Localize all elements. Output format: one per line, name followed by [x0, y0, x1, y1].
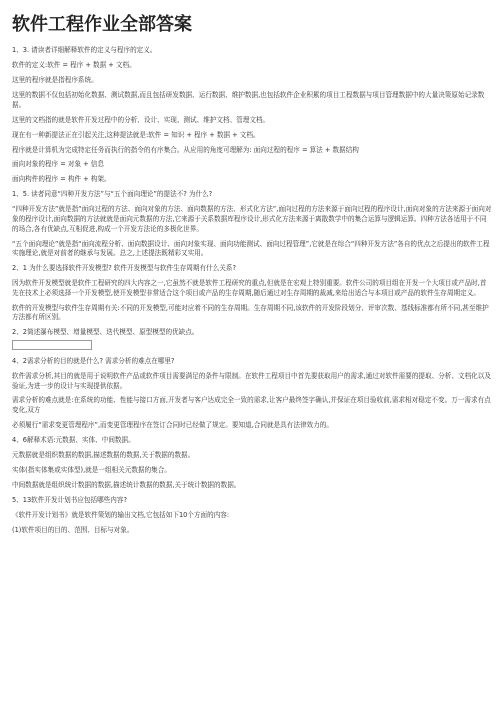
paragraph: “四种开发方法”就是指“面向过程的方法、面向对象的方法、面向数据的方法、形式化方法”,面向过程的方法来源于面向过程的程序设计,面向对象的方法来源于面向对象的程序设计,面向数据的方法就就是面向元数据的方法,它来源于关系数据库程序设计,形式化方法来源于离散数学中的集合运算与逻辑运算。四种方法各适用于不同的场合,各有优缺点,互相促进,构成一个开发方法论的多极化世界。 [12, 205, 492, 233]
paragraph: 中间数据就是组织统计数据的数据,描述统计数据的数据,关于统计数据的数据。 [12, 481, 241, 489]
paragraph: 实体(指实体集或实体型),就是一组相关元数据的集合。 [12, 466, 171, 475]
paragraph: 面向构件的程序 = 构件 + 构架。 [12, 175, 111, 184]
paragraph: 这里的程序就是指程序系统。 [12, 75, 98, 84]
paragraph: 《软件开发计划书》就是软件策划的输出文档,它包括如下10个方面的内容: [12, 510, 230, 519]
paragraph: “五个面向理论”就是指“面向流程分析、面向数据设计、面向对象实现、面向功能测试、面向过程管理”,它就是在综合“四种开发方法”各自的优点之后提出的软件工程实施理论,就是对前者的继承与发展。总之,上述提法既精彩又实用。 [12, 239, 490, 258]
paragraph: 这里的数据不仅包括初始化数据、测试数据,而且包括研发数据、运行数据、维护数据,也包括软件企业积累的项目工程数据与项目管理数据中的大量决策原始记录数据。 [12, 90, 485, 109]
question-1-3: 1、3. 请读者详细解释软件的定义与程序的定义。 [12, 46, 157, 54]
paragraph: 程序就是计算机为完成特定任务而执行的指令的有序集合。从应用的角度可理解为: 面向过程的程序 = 算法 + 数据结构 [12, 145, 359, 154]
paragraph: 必须履行“需求变更管理程序”,而变更管理程序在签订合同时已经做了规定。要知道,合同就是具有法律效力的。 [12, 421, 333, 430]
paragraph: 这里的文档指的就是软件开发过程中的分析、设计、实现、测试、维护文档、管理文档。 [12, 115, 270, 124]
question-2-1: 2、1 为什么要选择软件开发模型? 软件开发模型与软件生存周期有什么关系? [12, 264, 236, 273]
paragraph: 软件的开发模型与软件生存周期有关:不同的开发模型,可能对应着不同的生存周期。生存周期不同,该软件的开发阶段划分、评审次数、基线标准都有所不同,甚至维护方法都有所区别。 [12, 303, 489, 322]
paragraph: 因为软件开发模型就是软件工程研究的四大内容之一,它虽然不就是软件工程研究的重点,但就是在宏观上特别重要。软件公司的项目组在开发一个大项目或产品时,首先在技术上必须选择一个开发模型,使开发模型非常适合这个项目或产品的生存周期,随后通过对生存周期的裁减,来给出适合与本项目或产品的软件生存周期定义。 [12, 279, 487, 297]
question-4-6: 4、6解释术语:元数据、实体、中间数据。 [12, 436, 135, 445]
paragraph: 面向对象的程序 = 对象 + 信息 [12, 160, 104, 169]
software-definition: 软件的定义:软件 = 程序 + 数据 + 文档。 [12, 60, 136, 69]
paragraph: 现在有一种新提法正在引起关注,这种提法就是:软件 = 知识 + 程序 + 数据 + 文档。 [12, 130, 260, 139]
paragraph: (1)软件项目的目的、范围、目标与对象。 [12, 525, 134, 534]
question-4-2: 4、2需求分析的目的就是什么? 需求分析的难点在哪里? [12, 356, 175, 365]
paragraph: 元数据就是组织数据的数据,描述数据的数据,关于数据的数据。 [12, 451, 195, 460]
question-5-13: 5、13软件开发计划书应包括哪些内容? [12, 495, 127, 504]
question-2-2: 2、2简述瀑布模型、增量模型、迭代模型、原型模型的优缺点。 [12, 328, 199, 337]
question-1-5: 1、5. 读者同意“四种开发方法”与“五个面向理论”的提法不? 为什么? [12, 190, 213, 199]
page-title: 软件工程作业全部答案 [12, 14, 192, 35]
blank-image-box [12, 340, 92, 350]
paragraph: 需求分析的难点就是:在系统的功能、性能与接口方面,开发者与客户达成完全一致的需求,让客户最终签字确认,并保证在项目验收前,需求相对稳定不变。万一需求有点变化,双方 [12, 396, 491, 415]
paragraph: 软件需求分析,其目的就是用于说明软件产品或软件项目需要满足的条件与限制。在软件工程项目中首先要获取用户的需求,通过对软件需要的提取、分析、文档化以及验证,为进一步的设计与实现提供依据。 [12, 371, 491, 390]
